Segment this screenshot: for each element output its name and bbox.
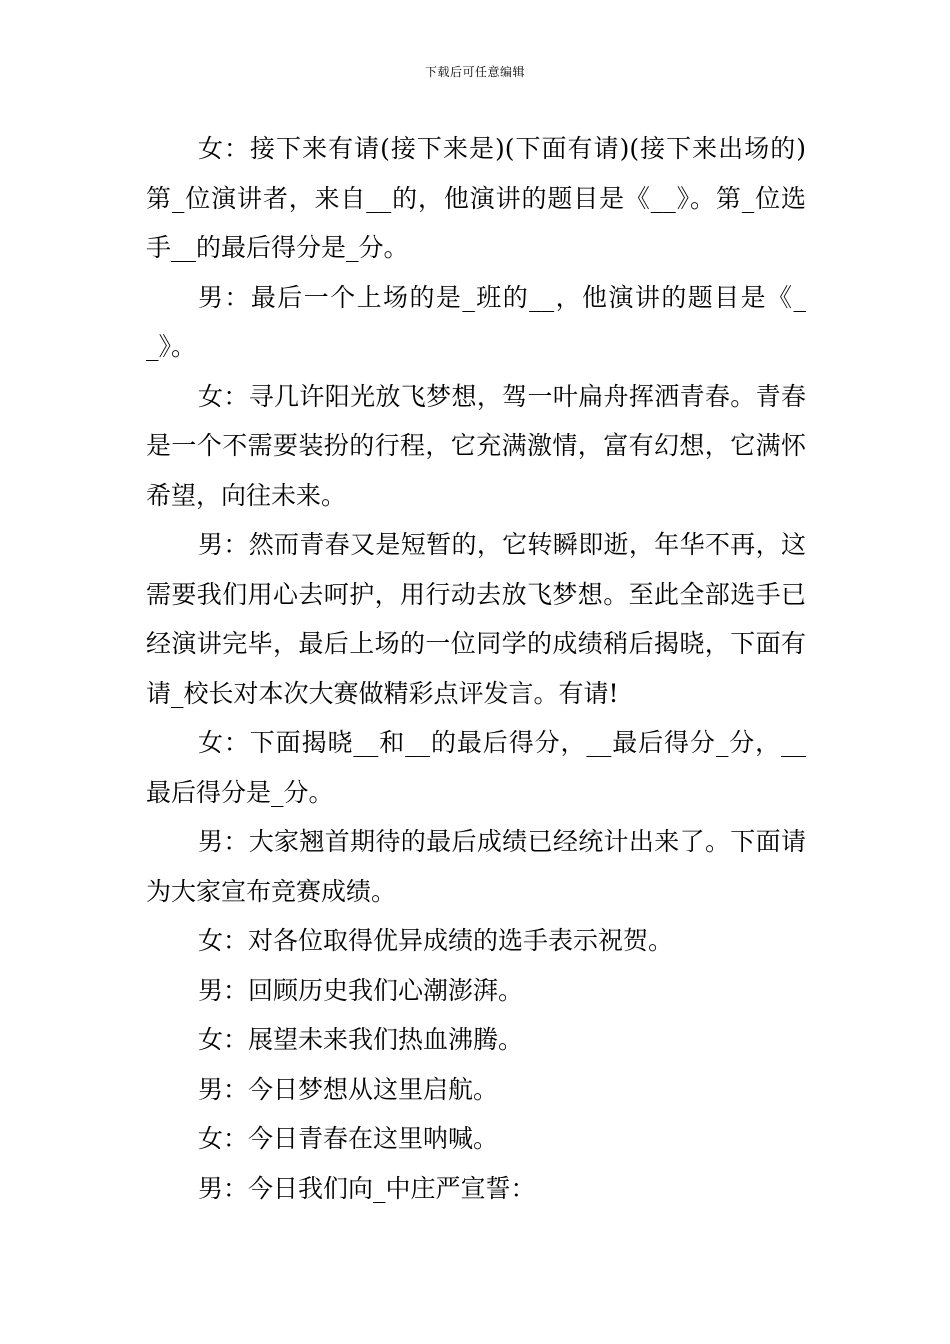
paragraph: 男：然而青春又是短暂的，它转瞬即逝，年华不再，这需要我们用心去呵护，用行动去放飞梦想。至此全部选手已经演讲完毕，最后上场的一位同学的成绩稍后揭晓，下面有请_校长对本次大赛做精彩点评发言。有请!	[146, 530, 806, 708]
paragraph: 女：接下来有请(接下来是)(下面有请)(接下来出场的)第_位演讲者，来自__的，他演讲的题目是《__》。第_位选手__的最后得分是_分。	[146, 134, 806, 262]
paragraph: 男：今日我们向_中庄严宣誓：	[198, 1173, 536, 1203]
paragraph: 女：今日青春在这里呐喊。	[198, 1124, 499, 1153]
paragraph: 男：最后一个上场的是_班的__，他演讲的题目是《__》。	[146, 282, 806, 361]
paragraph: 男：大家翘首期待的最后成绩已经统计出来了。下面请为大家宣布竞赛成绩。	[146, 827, 806, 906]
paragraph: 女：对各位取得优异成绩的选手表示祝贺。	[198, 926, 674, 955]
paragraph: 女：寻几许阳光放飞梦想，驾一叶扁舟挥洒青春。青春是一个不需要装扮的行程，它充满激情，富有幻想，它满怀希望，向往未来。	[146, 381, 806, 510]
paragraph: 女：展望未来我们热血沸腾。	[198, 1025, 524, 1054]
page-header: 下载后可任意编辑	[424, 65, 525, 79]
paragraph: 女：下面揭晓__和__的最后得分，__最后得分_分，__最后得分是_分。	[146, 728, 806, 807]
paragraph: 男：今日梦想从这里启航。	[198, 1074, 499, 1104]
document-body	[146, 124, 806, 1213]
paragraph: 男：回顾历史我们心潮澎湃。	[198, 975, 524, 1005]
